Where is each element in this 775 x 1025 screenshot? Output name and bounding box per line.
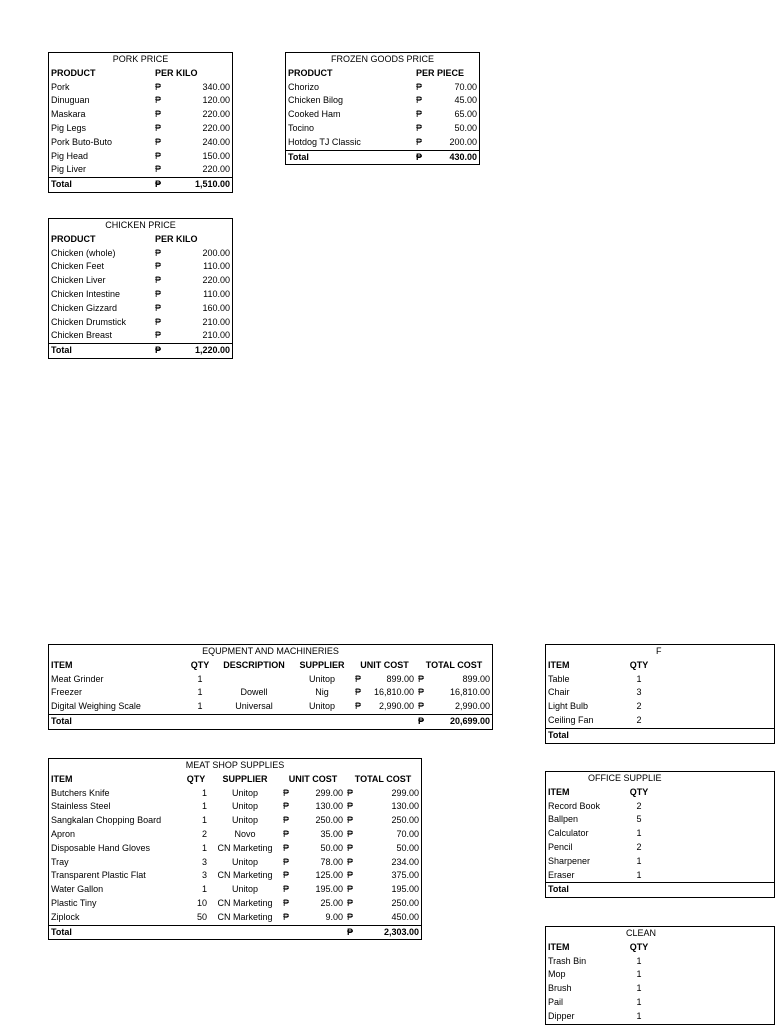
column-header: SUPPLIER [299,659,345,670]
office-supplies-table-clip [545,771,662,901]
column-header: QTY [629,786,649,797]
table-row: Chicken Gizzard ₱ 160.00 [51,302,230,313]
column-header: PER KILO [155,67,198,78]
table-row: Ceiling Fan 2 [548,714,642,725]
total-row: Total ₱ 1,510.00 [49,178,232,192]
table-row: Chorizo ₱ 70.00 [288,81,477,92]
table-row: Pig Legs ₱ 220.00 [51,122,230,133]
table-row: Chicken Bilog ₱ 45.00 [288,95,477,106]
table-row: Chicken (whole) ₱ 200.00 [51,247,230,258]
table-title: FROZEN GOODS PRICE [330,54,434,64]
table-row: Dipper 1 [548,1010,642,1021]
column-header: TOTAL COST [425,659,483,670]
table-row: Disposable Hand Gloves 1 CN Marketing ₱ 50.00 ₱ 50.00 [51,842,419,853]
table-row: Digital Weighing Scale 1 Universal Unitop ₱ 2,990.00 ₱ 2,990.00 [51,701,490,712]
table-title: CLEAN [626,928,657,938]
table-row: Maskara ₱ 220.00 [51,109,230,120]
column-header: ITEM [548,941,570,952]
table-row: Apron 2 Novo ₱ 35.00 ₱ 70.00 [51,828,419,839]
column-header: SUPPLIER [222,773,268,784]
column-header: ITEM [548,659,570,670]
table-row: Sangkalan Chopping Board 1 Unitop ₱ 250.00 ₱ 250.00 [51,815,419,826]
table-title: OFFICE SUPPLIE [588,773,662,783]
table-row: Record Book 2 [548,800,642,811]
table-row: Chicken Intestine ₱ 110.00 [51,288,230,299]
meat-shop-supplies-table [48,758,422,940]
total-row: Total ₱ 430.00 [286,150,479,164]
column-header: TOTAL COST [354,773,412,784]
table-row: Chicken Breast ₱ 210.00 [51,330,230,341]
table-row: Eraser 1 [548,869,642,880]
column-header: QTY [629,659,649,670]
total-row: Total [546,728,774,742]
table-row: Table 1 [548,673,642,684]
table-row: Trash Bin 1 [548,955,642,966]
column-header: QTY [186,773,206,784]
column-header: QTY [629,941,649,952]
table-row: Pail 1 [548,996,642,1007]
table-title: EQUPMENT AND MACHINERIES [202,646,339,656]
equipment-machineries-table [48,644,493,730]
pork-price-table [48,52,233,193]
column-header: ITEM [548,786,570,797]
column-header: ITEM [51,773,73,784]
table-row: Hotdog TJ Classic ₱ 200.00 [288,136,477,147]
column-header: ITEM [51,659,73,670]
column-header: PER PIECE [416,67,465,78]
table-title: PORK PRICE [112,54,169,64]
table-row: Chair 3 [548,687,642,698]
cleaning-table [545,926,775,1025]
table-row: Dinuguan ₱ 120.00 [51,95,230,106]
table-row: Calculator 1 [548,828,642,839]
table-title: CHICKEN PRICE [105,220,176,230]
furniture-table-clip [545,644,662,746]
table-row: Chicken Liver ₱ 220.00 [51,275,230,286]
table-title: MEAT SHOP SUPPLIES [185,760,285,770]
table-row: Light Bulb 2 [548,701,642,712]
column-header: UNIT COST [360,659,409,670]
table-row: Ziplock 50 CN Marketing ₱ 9.00 ₱ 450.00 [51,911,419,922]
table-row: Stainless Steel 1 Unitop ₱ 130.00 ₱ 130.00 [51,801,419,812]
total-row: Total ₱ 20,699.00 [49,714,492,728]
chicken-price-table [48,218,233,359]
table-row: Sharpener 1 [548,855,642,866]
column-header: PER KILO [155,233,198,244]
table-row: Plastic Tiny 10 CN Marketing ₱ 25.00 ₱ 250.00 [51,897,419,908]
column-header: PRODUCT [288,67,333,78]
table-row: Pork ₱ 340.00 [51,81,230,92]
table-row: Transparent Plastic Flat 3 CN Marketing ₱ 125.00 ₱ 375.00 [51,870,419,881]
frozen-goods-price-table [285,52,480,165]
total-row: Total ₱ 2,303.00 [49,925,421,939]
table-title: F [656,646,662,656]
total-row: Total ₱ 1,220.00 [49,344,232,358]
table-row: Chicken Drumstick ₱ 210.00 [51,316,230,327]
table-row: Pencil 2 [548,841,642,852]
table-row: Tray 3 Unitop ₱ 78.00 ₱ 234.00 [51,856,419,867]
column-header: UNIT COST [288,773,338,784]
table-row: Butchers Knife 1 Unitop ₱ 299.00 ₱ 299.00 [51,787,419,798]
table-row: Ballpen 5 [548,814,642,825]
table-row: Cooked Ham ₱ 65.00 [288,109,477,120]
furniture-table [545,644,775,744]
table-row: Chicken Feet ₱ 110.00 [51,261,230,272]
column-header: PRODUCT [51,233,96,244]
table-row: Meat Grinder 1 Unitop ₱ 899.00 ₱ 899.00 [51,673,490,684]
office-supplies-table [545,771,775,898]
column-header: PRODUCT [51,67,96,78]
table-row: Freezer 1 Dowell Nig ₱ 16,810.00 ₱ 16,810.00 [51,687,490,698]
table-row: Pork Buto-Buto ₱ 240.00 [51,136,230,147]
table-row: Pig Liver ₱ 220.00 [51,164,230,175]
cleaning-table-clip [545,926,656,1024]
column-header: DESCRIPTION [223,659,285,670]
column-header: QTY [190,659,210,670]
table-row: Mop 1 [548,969,642,980]
table-row: Pig Head ₱ 150.00 [51,150,230,161]
total-row: Total [546,883,774,897]
table-row: Water Gallon 1 Unitop ₱ 195.00 ₱ 195.00 [51,884,419,895]
table-row: Brush 1 [548,983,642,994]
table-row: Tocino ₱ 50.00 [288,122,477,133]
